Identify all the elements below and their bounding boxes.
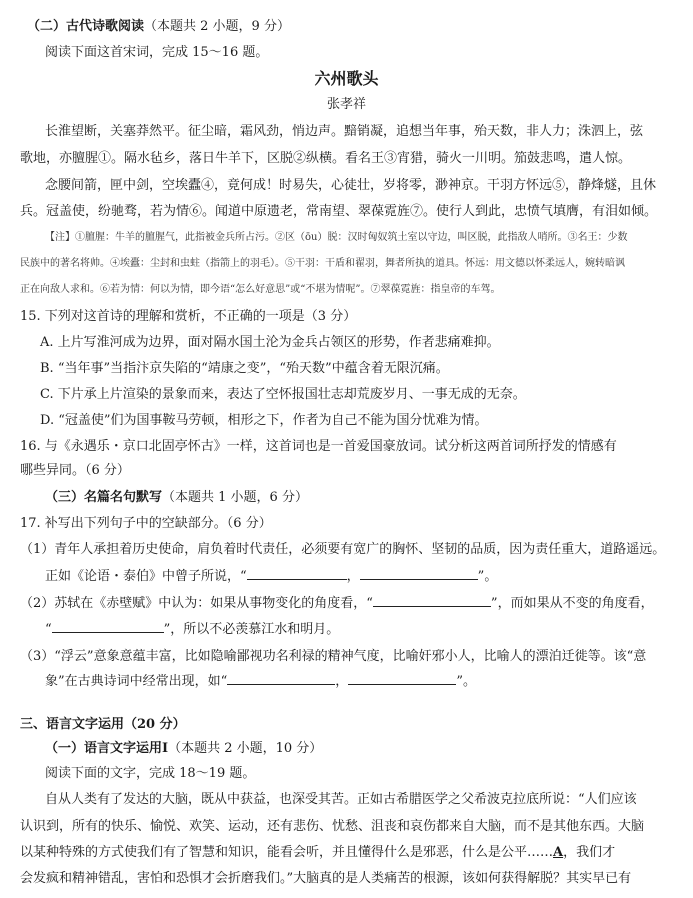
q17-2-prefix: （2）苏轼在《赤壁赋》中认为：如果从事物变化的角度看，“ bbox=[20, 596, 373, 611]
q17-3-suffix: ”。 bbox=[456, 674, 476, 689]
part-3-intro: 阅读下面的文字，完成 18～19 题。 bbox=[45, 766, 256, 781]
poem-line: 念腰间箭，匣中剑，空埃蠹④，竟何成！时易失，心徒壮，岁将零，渺神京。干羽方怀远⑤，静烽燧，且休 bbox=[45, 178, 657, 193]
answer-blank[interactable] bbox=[247, 567, 347, 580]
section-3-heading bbox=[45, 489, 308, 507]
poem-note: 【注】①膻腥：牛羊的膻腥气，此指被金兵所占污。②区（ōu）脱：汉时匈奴筑土室以守边，叫区脱，此指敌人哨所。③名王：少数 bbox=[45, 232, 628, 243]
passage-line: 自从人类有了发达的大脑，既从中获益，也深受其苦。正如古希腊医学之父希波克拉底所说：“人们应该 bbox=[45, 792, 637, 807]
q17-2-middle: ”，而如果从不变的角度看， bbox=[490, 596, 654, 611]
answer-blank[interactable] bbox=[52, 620, 164, 633]
passage-text: 以某种特殊的方式使我们有了智慧和知识，能看会听，并且懂得什么是邪恶，什么是公平…… bbox=[20, 845, 554, 860]
answer-blank[interactable] bbox=[360, 567, 478, 580]
q15-stem: 15. 下列对这首诗的理解和赏析，不正确的一项是（3 分） bbox=[20, 309, 357, 324]
q17-1-answer-line: 正如《论语・泰伯》中曾子所说，“ ， ”。 bbox=[45, 569, 498, 584]
q17-stem: 17. 补写出下列句子中的空缺部分。（6 分） bbox=[20, 516, 272, 531]
part-3-sub-heading bbox=[45, 740, 322, 758]
q17-2-suffix: ”，所以不必羡慕江水和明月。 bbox=[163, 622, 340, 637]
section-2-intro: 阅读下面这首宋词，完成 15～16 题。 bbox=[45, 45, 269, 60]
poem-note: 正在向敌人求和。⑥若为情：何以为情，即今语“怎么好意思”或“不堪为情呢”。⑦翠葆霓旌：指皇帝的车驾。 bbox=[20, 284, 501, 295]
answer-blank[interactable] bbox=[373, 594, 491, 607]
poem-author: 张孝祥 bbox=[326, 97, 366, 112]
q17-3-line: （3）“浮云”意象意蕴丰富，比如隐喻鄙视功名利禄的精神气度，比喻奸邪小人，比喻人的漂泊迁徙等。该“意 bbox=[20, 649, 647, 664]
part-3-heading: 三、语言文字运用（20 分） bbox=[20, 717, 186, 732]
part-3-sub-title: （一）语言文字运用Ⅰ bbox=[45, 741, 169, 756]
q17-2-line bbox=[20, 594, 654, 613]
section-3-note: （本题共 1 小题，6 分） bbox=[162, 490, 308, 505]
passage-blank-a: A bbox=[553, 845, 564, 860]
q17-3-prefix: 象”在古典诗词中经常出现，如“ bbox=[45, 674, 228, 689]
answer-blank[interactable] bbox=[227, 672, 335, 685]
poem-title: 六州歌头 bbox=[314, 69, 379, 88]
q15-option-d: D. “冠盖使”们为国事鞍马劳顿，相形之下，作者为自己不能为国分忧难为情。 bbox=[40, 413, 488, 428]
passage-line-blank bbox=[20, 844, 615, 862]
poem-line: 长淮望断，关塞莽然平。征尘暗，霜风劲，悄边声。黯销凝，追想当年事，殆天数，非人力；洙泗上，弦 bbox=[45, 124, 644, 139]
q17-3-answer-line: 象”在古典诗词中经常出现，如“ ， ”。 bbox=[45, 674, 476, 689]
passage-line: 会发疯和精神错乱，害怕和恐惧才会折磨我们。”大脑真的是人类痛苦的根源，该如何获得解脱？其实早已有 bbox=[20, 871, 632, 886]
section-3-title: （三）名篇名句默写 bbox=[45, 490, 163, 505]
q17-2-line-2 bbox=[45, 620, 339, 639]
passage-text: ，我们才 bbox=[563, 845, 616, 860]
q17-1-prefix: 正如《论语・泰伯》中曾子所说，“ bbox=[45, 569, 247, 584]
section-2-heading bbox=[27, 18, 290, 36]
answer-blank[interactable] bbox=[348, 672, 456, 685]
poem-note: 民族中的著名将帅。④埃蠹：尘封和虫蛀（指箭上的羽毛）。⑤干羽：干盾和翟羽，舞者所执的道具。怀远：用文德以怀柔远人，婉转暗讽 bbox=[20, 258, 625, 269]
q15-option-b: B. “当年事”当指汴京失陷的“靖康之变”，“殆天数”中蕴含着无限沉痛。 bbox=[40, 361, 449, 376]
q15-option-c: C. 下片承上片渲染的景象而来，表达了空怀报国壮志却荒废岁月、一事无成的无奈。 bbox=[40, 387, 526, 402]
poem-line: 歌地，亦膻腥①。隔水毡乡，落日牛羊下，区脱②纵横。看名王③宵猎，骑火一川明。笳鼓悲鸣，遣人惊。 bbox=[20, 151, 632, 166]
passage-line: 认识到，所有的快乐、愉悦、欢笑、运动，还有悲伤、忧愁、沮丧和哀伤都来自大脑，而不是其他东西。大脑 bbox=[20, 819, 645, 834]
q16-line: 16. 与《永遇乐・京口北固亭怀古》一样，这首词也是一首爱国豪放词。试分析这两首词所抒发的情感有 bbox=[20, 439, 617, 454]
q16-line: 哪些异同。（6 分） bbox=[20, 463, 130, 478]
q17-2-open-quote: “ bbox=[45, 622, 52, 637]
poem-line: 兵。冠盖使，纷驰骛，若为情⑥。闻道中原遗老，常南望、翠葆霓旌⑦。使行人到此，忠愤气填膺，有泪如倾。 bbox=[20, 204, 658, 219]
part-3-sub-note: （本题共 2 小题，10 分） bbox=[168, 741, 323, 756]
section-2-note: （本题共 2 小题，9 分） bbox=[144, 19, 290, 34]
q17-1-suffix: ”。 bbox=[477, 569, 498, 584]
q15-option-a: A. 上片写淮河成为边界，面对隔水国土沦为金兵占领区的形势，作者悲痛难抑。 bbox=[40, 335, 500, 350]
q17-1-line: （1）青年人承担着历史使命，肩负着时代责任，必须要有宽广的胸怀、坚韧的品质，因为责任重大，道路遥远。 bbox=[20, 542, 666, 557]
section-2-title: （二）古代诗歌阅读 bbox=[27, 19, 145, 34]
